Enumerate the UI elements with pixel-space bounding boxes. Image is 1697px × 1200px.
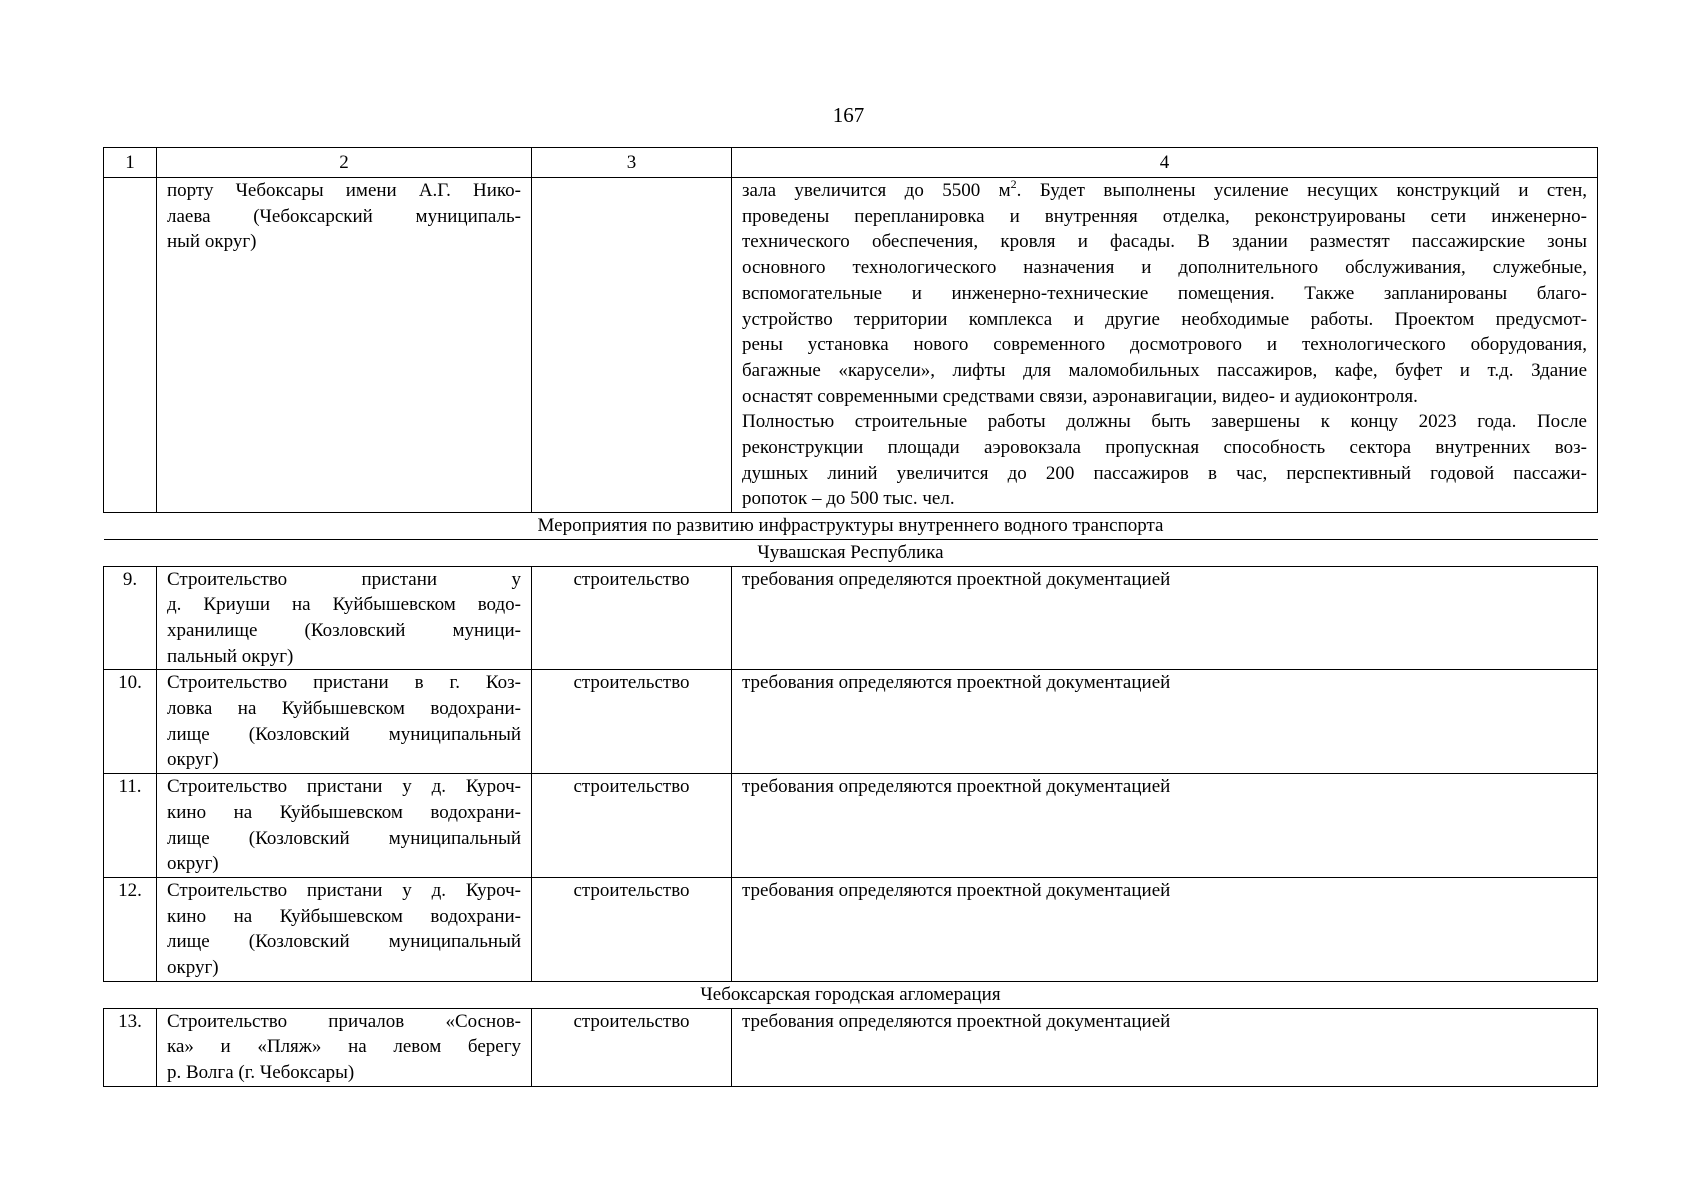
row-number: 11. [104, 774, 157, 878]
object-name-line: хранилище (Козловский муници- [167, 619, 521, 641]
subsection-heading-row [104, 981, 1598, 1008]
section-heading-row [104, 513, 1598, 540]
description-line: рены установка нового современного досмотрового и технологического оборудования, [742, 334, 1587, 356]
header-row [104, 148, 1598, 178]
description-line: багажные «карусели», лифты для маломобильных пассажиров, кафе, буфет и т.д. Здание [742, 359, 1587, 381]
object-name-line: лище (Козловский муниципальный [167, 827, 521, 849]
row-number: 13. [104, 1008, 157, 1086]
object-name [157, 774, 532, 878]
object-name-line: р. Волга (г. Чебоксары) [167, 1061, 355, 1083]
object-name [157, 670, 532, 774]
section-heading: Мероприятия по развитию инфраструктуры внутреннего водного транспорта [104, 513, 1598, 540]
description-line: оснастят современными средствами связи, аэронавигации, видео- и аудиоконтроля. [742, 385, 1418, 407]
header-col-2: 2 [157, 148, 532, 178]
row-number: 9. [104, 566, 157, 670]
object-name-line: кино на Куйбышевском водохрани- [167, 905, 521, 927]
object-name-line: Строительство пристани у д. Куроч- [167, 879, 521, 901]
description-line: основного технологического назначения и дополнительного обслуживания, служебные, [742, 257, 1587, 279]
description-line: проведены перепланировка и внутренняя отделка, реконструированы сети инженерно- [742, 205, 1587, 227]
object-name [157, 1008, 532, 1086]
header-col-4: 4 [732, 148, 1598, 178]
description-line: требования определяются проектной документацией [742, 672, 1171, 694]
row-number: 12. [104, 877, 157, 981]
object-name-line: ный округ) [167, 231, 257, 253]
description [732, 566, 1598, 670]
description-line: требования определяются проектной документацией [742, 568, 1171, 590]
superscript: 2 [1010, 177, 1017, 191]
object-name-line: пальный округ) [167, 645, 294, 667]
work-type: строительство [532, 566, 732, 670]
header-col-1: 1 [104, 148, 157, 178]
header-col-3: 3 [532, 148, 732, 178]
object-name-line: Строительство пристани в г. Коз- [167, 672, 521, 694]
work-type: строительство [532, 1008, 732, 1086]
description-line: требования определяются проектной документацией [742, 879, 1171, 901]
work-type [532, 178, 732, 513]
work-type: строительство [532, 877, 732, 981]
object-name [157, 566, 532, 670]
table-row [104, 774, 1598, 878]
subsection-heading: Чувашская Республика [104, 539, 1598, 566]
work-type: строительство [532, 670, 732, 774]
subsection-heading: Чебоксарская городская агломерация [104, 981, 1598, 1008]
object-name-line: Строительство пристани у д. Куроч- [167, 776, 521, 798]
object-name-line: лище (Козловский муниципальный [167, 931, 521, 953]
table-row [104, 1008, 1598, 1086]
row-number: 10. [104, 670, 157, 774]
description [732, 774, 1598, 878]
object-name [157, 877, 532, 981]
description-line: требования определяются проектной документацией [742, 776, 1171, 798]
description-line: требования определяются проектной документацией [742, 1010, 1171, 1032]
description [732, 877, 1598, 981]
description-line: технического обеспечения, кровля и фасады. В здании разместят пассажирские зоны [742, 231, 1587, 253]
page-number: 167 [832, 103, 865, 127]
subsection-heading-row [104, 539, 1598, 566]
object-name-line: Строительство пристани у [167, 568, 521, 590]
description-line: душных линий увеличится до 200 пассажиров в час, перспективный годовой пассажи- [742, 462, 1587, 484]
work-type: строительство [532, 774, 732, 878]
description-line: Полностью строительные работы должны быть завершены к концу 2023 года. После [742, 411, 1587, 433]
row-number [104, 178, 157, 513]
object-name [157, 178, 532, 513]
object-name-line: ка» и «Пляж» на левом берегу [167, 1036, 521, 1058]
object-name-line: округ) [167, 853, 219, 875]
object-name-line: лище (Козловский муниципальный [167, 723, 521, 745]
table-row-continuation [104, 178, 1598, 513]
object-name-line: Строительство причалов «Соснов- [167, 1010, 521, 1032]
table-row [104, 877, 1598, 981]
description-line: зала увеличится до 5500 $м^2$. Будет выполнены усиление несущих конструкций и стен, [742, 177, 1587, 201]
description-line: реконструкции площади аэровокзала пропускная способность сектора внутренних воз- [742, 437, 1587, 459]
plan-table [103, 147, 1598, 1087]
object-name-line: д. Криуши на Куйбышевском водо- [167, 594, 521, 616]
object-name-line: округ) [167, 957, 219, 979]
object-name-line: порту Чебоксары имени А.Г. Нико- [167, 180, 521, 201]
object-name-line: лаева (Чебоксарский муниципаль- [167, 205, 521, 227]
description [732, 1008, 1598, 1086]
description [732, 670, 1598, 774]
description-line: устройство территории комплекса и другие необходимые работы. Проектом предусмот- [742, 308, 1587, 330]
table-row [104, 566, 1598, 670]
object-name-line: кино на Куйбышевском водохрани- [167, 801, 521, 823]
description [732, 178, 1598, 513]
description-line: ропоток – до 500 тыс. чел. [742, 488, 955, 510]
description-line: вспомогательные и инженерно-технические помещения. Также запланированы благо- [742, 282, 1587, 304]
table-row [104, 670, 1598, 774]
object-name-line: ловка на Куйбышевском водохрани- [167, 698, 521, 720]
object-name-line: округ) [167, 749, 219, 771]
